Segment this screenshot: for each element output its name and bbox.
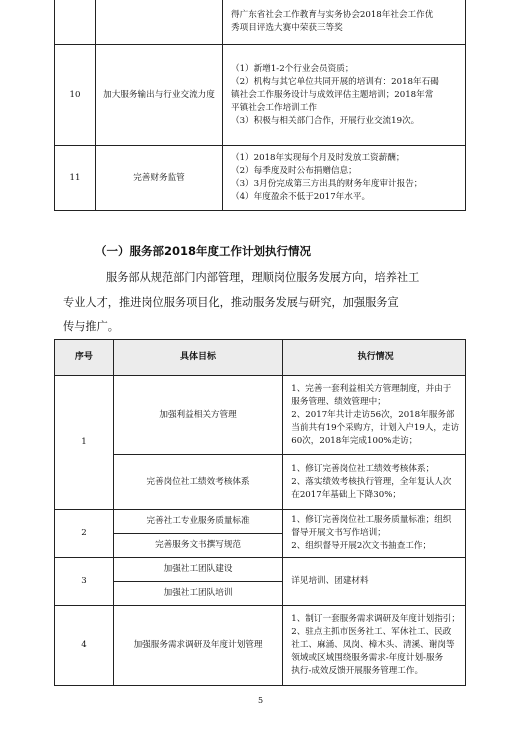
paragraph-line: 专业人才，推进岗位服务项目化，推动服务发展与研究，加强服务宣 <box>63 295 399 309</box>
header-no: 序号 <box>55 340 114 376</box>
table-row <box>55 558 466 582</box>
detail-line: 执行-成效反馈开展服务管理工作。 <box>291 666 424 676</box>
detail-line: 服务管理、绩效管理中； <box>291 396 386 407</box>
goal-cell: 加强利益相关方管理 <box>113 376 282 455</box>
detail-cell <box>283 376 466 455</box>
goal-cell: 完善岗位社工绩效考核体系 <box>113 455 282 510</box>
detail-line: （1）2018年实现每个月及时发放工资薪酬； <box>231 153 405 163</box>
row-number-cell: 10 <box>55 45 96 146</box>
detail-line: 1、修订完善岗位社工绩效考核体系； <box>291 463 435 474</box>
detail-line: （3）3月份完成第三方出具的财务年度审计报告； <box>231 179 423 189</box>
table-row <box>55 146 466 211</box>
detail-cell <box>223 146 466 211</box>
row-number-cell <box>55 0 96 45</box>
detail-line: （1）新增1-2个行业会员资质； <box>231 63 354 74</box>
table-row <box>55 0 466 45</box>
detail-line: 详见培训、团建材料 <box>291 576 369 586</box>
detail-line: 2、驻点主抓市医务社工、军休社工、民政 <box>291 627 452 637</box>
detail-line: 社工、麻涌、凤岗、樟木头、清溪、谢岗等 <box>291 640 455 650</box>
paragraph-line: 服务部从规范部门内部管理，理顺岗位服务发展方向，培养社工 <box>106 271 420 284</box>
row-number-cell: 2 <box>55 510 114 558</box>
detail-line: 督导开展文书写作培训； <box>291 528 386 538</box>
header-detail: 执行情况 <box>283 340 466 376</box>
detail-line: 在2017年基础上下降30%； <box>291 489 401 500</box>
goal-cell: 完善社工专业服务质量标准 <box>113 510 282 534</box>
table-row <box>55 455 466 510</box>
detail-line: 领域或区域围绕服务需求-年度计划-服务 <box>291 653 444 663</box>
page-number: 5 <box>257 696 264 705</box>
detail-cell <box>283 455 466 510</box>
table-row <box>55 510 466 534</box>
detail-line: 秀项目评选大赛中荣获三等奖 <box>231 23 343 33</box>
goal-cell: 加强服务需求调研及年度计划管理 <box>113 606 282 686</box>
section-heading: （一）服务部2018年度工作计划执行情况 <box>95 244 312 258</box>
detail-line: 1、修订完善岗位社工服务质量标准；组织 <box>291 515 452 525</box>
header-goal: 具体目标 <box>113 340 282 376</box>
detail-line: 1、完善一套利益相关方管理制度，并由于 <box>291 383 452 394</box>
detail-cell <box>223 45 466 146</box>
goal-cell <box>96 0 223 45</box>
detail-cell <box>283 558 466 606</box>
table-header-row <box>55 340 466 376</box>
row-number-cell: 1 <box>55 376 114 510</box>
detail-line: 得广东省社会工作教育与实务协会2018年社会工作优 <box>231 10 434 20</box>
detail-line: （4）年度盈余不低于2017年水平。 <box>231 192 371 202</box>
table-row <box>55 45 466 146</box>
detail-line: 2、落实绩效考核执行管理，全年复认人次 <box>291 476 452 487</box>
detail-cell <box>283 606 466 686</box>
goal-cell: 完善财务监管 <box>96 146 223 211</box>
detail-line: （2）每季度及时公布捐赠信息； <box>231 166 357 176</box>
goal-cell: 加强社工团队建设 <box>113 558 282 582</box>
detail-line: 2、2017年共计走访56次，2018年服务部 <box>291 409 455 420</box>
service-plan-table <box>54 339 466 686</box>
paragraph-line: 传与推广。 <box>63 320 119 333</box>
goal-cell: 加强社工团队培训 <box>113 582 282 606</box>
detail-line: 2、组织督导开展2次文书抽查工作； <box>291 541 432 551</box>
row-number-cell: 11 <box>55 146 96 211</box>
detail-cell <box>223 0 466 45</box>
detail-line: 当前共有19个采购方，计划入户19人，走访 <box>291 422 460 433</box>
detail-line: 1、制订一套服务需求调研及年度计划指引； <box>291 614 460 624</box>
table-row <box>55 606 466 686</box>
row-number-cell: 4 <box>55 606 114 686</box>
detail-line: （2）机构与其它单位共同开展的培训有：2018年石碣 <box>231 76 439 87</box>
detail-line: 60次，2018年完成100%走访； <box>291 435 418 446</box>
goal-cell: 完善服务文书撰写规范 <box>113 534 282 558</box>
row-number-cell: 3 <box>55 558 114 606</box>
detail-line: 平镇社会工作培训工作 <box>231 102 317 113</box>
detail-cell <box>283 510 466 558</box>
detail-line: 镇社会工作服务设计与成效评估主题培训；2018年常 <box>231 89 434 100</box>
table-row <box>55 376 466 455</box>
goal-cell: 加大服务输出与行业交流力度 <box>96 45 223 146</box>
detail-line: （3）积极与相关部门合作，开展行业交流19次。 <box>231 115 420 126</box>
section-paragraph <box>63 266 477 340</box>
top-continuation-table <box>54 0 466 211</box>
